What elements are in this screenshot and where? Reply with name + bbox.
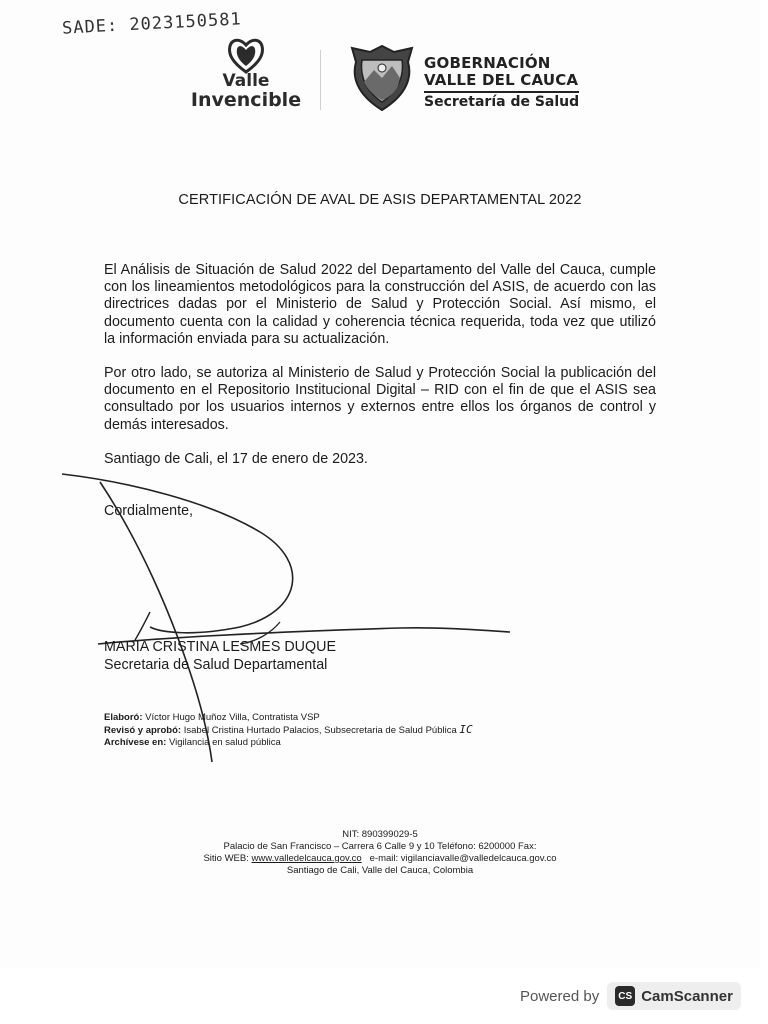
gobernacion-line-3: Secretaría de Salud [424, 91, 579, 111]
logo-divider [320, 50, 321, 110]
paragraph-2: Por otro lado, se autoriza al Ministerio de Salud y Protección Social la publicación del documento en el Repositorio Institucional Digital – RID con el fin de que el ASIS sea consultado por los usuarios internos y externos entre ellos los órganos de control y demás interesados. [104, 365, 656, 433]
valle-invencible-logo [190, 36, 302, 116]
date-line: Santiago de Cali, el 17 de enero de 2023. [104, 451, 368, 467]
footer-nit: NIT: 890399029-5 [342, 829, 418, 840]
paragraph-1: El Análisis de Situación de Salud 2022 del Departamento del Valle del Cauca, cumple con los lineamientos metodológicos para la construcción del ASIS, de acuerdo con las directrices dadas por el Ministerio de Salud y Protección Social. Así mismo, el documento cuenta con la calidad y coherencia técnica requerida, toda vez que utilizó la información enviada para su actualización. [104, 262, 656, 347]
credits-block [104, 712, 473, 749]
signer-block [104, 638, 336, 674]
reviso-label: Revisó y aprobó: [104, 725, 182, 736]
closing-text: Cordialmente, [104, 503, 193, 519]
elaboro-label: Elaboró: [104, 712, 143, 723]
logo-line-2: Invencible [190, 89, 302, 111]
signer-name: MARIA CRISTINA LESMES DUQUE [104, 639, 336, 655]
footer-city: Santiago de Cali, Valle del Cauca, Colombia [286, 865, 474, 876]
credit-archivese [104, 737, 473, 749]
signer-role: Secretaria de Salud Departamental [104, 657, 328, 673]
credit-reviso [104, 724, 473, 737]
valle-heart-icon [226, 36, 266, 74]
coat-of-arms-icon [348, 42, 416, 114]
elaboro-value: Víctor Hugo Muñoz Villa, Contratista VSP [145, 712, 320, 723]
gobernacion-logo [424, 55, 579, 111]
archivese-label: Archívese en: [104, 737, 167, 748]
gobernacion-line-1: GOBERNACIÓN [424, 54, 551, 72]
reviso-initials: IC [459, 723, 473, 736]
document-title: CERTIFICACIÓN DE AVAL DE ASIS DEPARTAMENTAL 2022 [178, 192, 582, 208]
website-link[interactable]: www.valledelcauca.gov.co [251, 853, 362, 864]
footer [0, 829, 760, 877]
logo-line-1: Valle [222, 71, 270, 91]
reviso-value: Isabel Cristina Hurtado Palacios, Subsecretaria de Salud Pública [183, 725, 457, 736]
archivese-value: Vigilancia en salud pública [168, 737, 281, 748]
email-value: vigilanciavalle@valledelcauca.gov.co [400, 853, 557, 864]
footer-address: Palacio de San Francisco – Carrera 6 Calle 9 y 10 Teléfono: 6200000 Fax: [223, 841, 537, 852]
handwritten-stamp: SADE: 2023150581 [61, 9, 243, 39]
powered-by-text: Powered by [520, 987, 600, 1005]
camscanner-icon: CS [615, 986, 635, 1006]
web-label: Sitio WEB: [203, 853, 249, 864]
footer-contact [0, 853, 760, 865]
credit-elaboro [104, 712, 473, 724]
camscanner-brand: CamScanner [641, 987, 733, 1005]
gobernacion-line-2: VALLE DEL CAUCA [424, 71, 579, 89]
camscanner-watermark [520, 982, 741, 1010]
email-label: e-mail: [369, 853, 399, 864]
camscanner-badge [607, 982, 741, 1010]
